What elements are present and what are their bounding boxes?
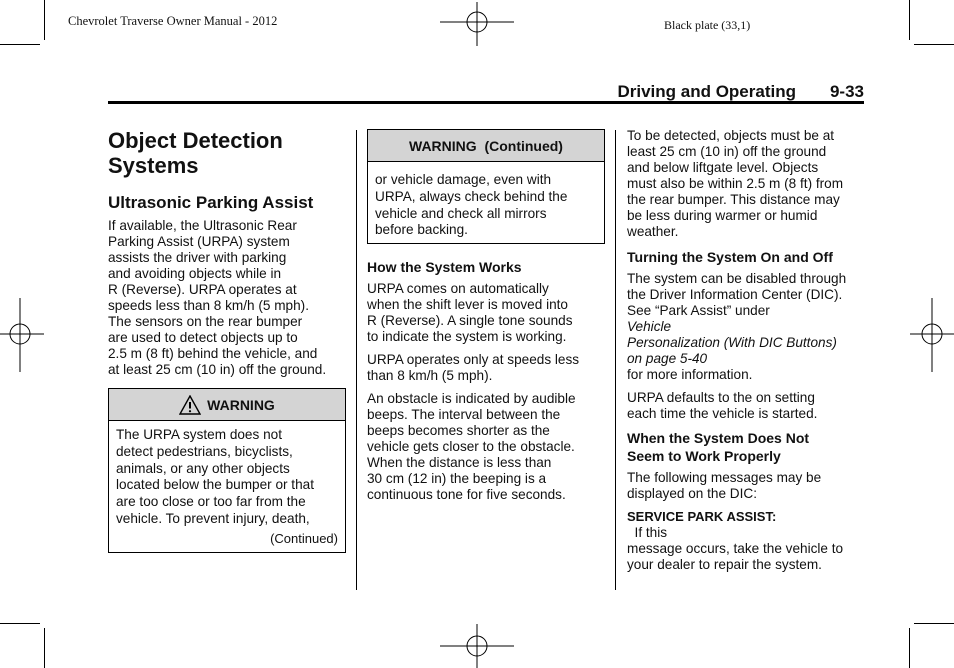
warning-header: [109, 389, 345, 421]
crop-mark: [44, 628, 45, 668]
crop-mark: [44, 0, 45, 40]
text-line: The URPA system does not: [116, 427, 282, 442]
column-3: [627, 128, 865, 573]
crop-mark: [909, 0, 910, 40]
text-line: vehicle and check all mirrors: [375, 205, 547, 221]
notwork-heading: [627, 429, 865, 465]
text-fragment: If this: [627, 525, 668, 540]
page-title: [108, 128, 346, 178]
column-divider: [356, 130, 357, 590]
messages-paragraph: [627, 470, 865, 502]
how-heading: How the System Works: [367, 259, 522, 276]
crop-mark: [914, 623, 954, 624]
text-line: The system can be disabled through: [627, 271, 847, 286]
text-fragment: See “Park Assist” under: [627, 303, 770, 318]
page-reference-link[interactable]: on page 5-40: [627, 351, 708, 366]
message-label: SERVICE PARK ASSIST:: [627, 509, 777, 524]
warning-label: WARNING: [207, 396, 275, 413]
column-1: [108, 128, 346, 553]
text-line: and below liftgate level. Objects: [627, 160, 819, 175]
how-paragraph-1: [367, 281, 605, 345]
text-line: If available, the Ultrasonic Rear: [108, 218, 297, 233]
warning-continued-header: [368, 130, 604, 162]
text-line: displayed on the DIC:: [627, 486, 757, 501]
text-line: beeps. The interval between the: [367, 407, 561, 423]
text-line: animals, or any other objects: [116, 460, 290, 476]
text-line: are too close or too far from the: [116, 494, 306, 510]
text-line: An obstacle is indicated by audible: [367, 391, 576, 407]
text-line: weather.: [627, 224, 679, 239]
text-fragment: for more information.: [627, 367, 753, 382]
text-line: URPA comes on automatically: [367, 281, 549, 297]
text-line: each time the vehicle is started.: [627, 406, 818, 421]
text-line: 30 cm (12 in) the beeping is a: [367, 471, 547, 487]
column-2: [367, 128, 605, 503]
how-paragraph-2: [367, 352, 605, 384]
title-line: Systems: [108, 153, 199, 178]
text-line: and avoiding objects while in: [108, 266, 282, 281]
detect-paragraph: [627, 128, 865, 240]
warning-triangle-icon: [179, 395, 201, 415]
running-head: [108, 80, 864, 104]
continued-label: (Continued): [270, 530, 338, 546]
text-line: To be detected, objects must be at: [627, 128, 835, 143]
cross-reference-link[interactable]: Personalization (With DIC Buttons): [627, 335, 837, 350]
crop-mark: [914, 44, 954, 45]
text-line: The following messages may be: [627, 470, 822, 485]
intro-paragraph: [108, 218, 346, 378]
text-line: than 8 km/h (5 mph).: [367, 368, 493, 384]
registration-target-icon: [440, 2, 514, 46]
crop-mark: [909, 628, 910, 668]
warning-continued-box: [367, 129, 605, 244]
heading-line: When the System Does Not: [627, 430, 810, 446]
text-line: message occurs, take the vehicle to: [627, 541, 844, 556]
text-line: The sensors on the rear bumper: [108, 314, 303, 329]
plate-label: Black plate (33,1): [664, 18, 751, 32]
text-line: detect pedestrians, bicyclists,: [116, 443, 293, 459]
warning-continued-body: [368, 162, 604, 243]
text-line: when the shift lever is moved into: [367, 297, 568, 313]
text-line: be less during warmer or humid: [627, 208, 818, 223]
turning-paragraph: [627, 271, 865, 383]
warning-continued-label: WARNING (Continued): [409, 137, 563, 154]
subtitle: Ultrasonic Parking Assist: [108, 193, 314, 212]
text-line: located below the bumper or that: [116, 477, 314, 493]
text-line: are used to detect objects up to: [108, 330, 298, 345]
heading-line: Seem to Work Properly: [627, 448, 781, 464]
registration-target-icon: [910, 298, 954, 372]
warning-box: [108, 388, 346, 553]
section-title: Driving and Operating: [617, 82, 796, 101]
text-line: beeps becomes shorter as the: [367, 423, 550, 439]
text-line: [627, 509, 865, 541]
registration-target-icon: [440, 624, 514, 668]
text-line: least 25 cm (10 in) off the ground: [627, 144, 827, 159]
crop-mark: [0, 623, 40, 624]
text-line: URPA defaults to the on setting: [627, 390, 815, 405]
text-line: When the distance is less than: [367, 455, 552, 471]
text-line: Parking Assist (URPA) system: [108, 234, 290, 249]
text-line: speeds less than 8 km/h (5 mph).: [108, 298, 309, 313]
page-number: 9-33: [829, 82, 864, 101]
service-paragraph: [627, 509, 865, 573]
text-line: URPA, always check behind the: [375, 188, 568, 204]
text-line: vehicle. To prevent injury, death,: [116, 510, 310, 526]
text-line: continuous tone for five seconds.: [367, 487, 566, 503]
title-line: Object Detection: [108, 128, 283, 153]
warning-body: [109, 421, 345, 552]
text-line: the rear bumper. This distance may: [627, 192, 840, 207]
text-line: at least 25 cm (10 in) off the ground.: [108, 362, 327, 377]
text-line: to indicate the system is working.: [367, 329, 567, 345]
text-line: R (Reverse). A single tone sounds: [367, 313, 573, 329]
text-line: 2.5 m (8 ft) behind the vehicle, and: [108, 346, 318, 361]
text-line: assists the driver with parking: [108, 250, 287, 265]
text-line: URPA operates only at speeds less: [367, 352, 580, 368]
text-line: before backing.: [375, 222, 468, 238]
text-line: or vehicle damage, even with: [375, 172, 552, 187]
column-divider: [615, 130, 616, 590]
defaults-paragraph: [627, 390, 865, 422]
text-line: vehicle gets closer to the obstacle.: [367, 439, 575, 455]
text-line: the Driver Information Center (DIC).: [627, 287, 843, 302]
cross-reference-link[interactable]: Vehicle: [627, 319, 672, 334]
text-line: [627, 303, 865, 335]
crop-mark: [0, 44, 40, 45]
turning-heading: Turning the System On and Off: [627, 249, 833, 265]
manual-title: Chevrolet Traverse Owner Manual - 2012: [68, 14, 278, 28]
text-line: must also be within 2.5 m (8 ft) from: [627, 176, 844, 191]
how-paragraph-3: [367, 391, 605, 503]
text-line: [627, 351, 865, 383]
text-line: your dealer to repair the system.: [627, 557, 822, 572]
text-line: R (Reverse). URPA operates at: [108, 282, 297, 297]
registration-target-icon: [0, 298, 44, 372]
